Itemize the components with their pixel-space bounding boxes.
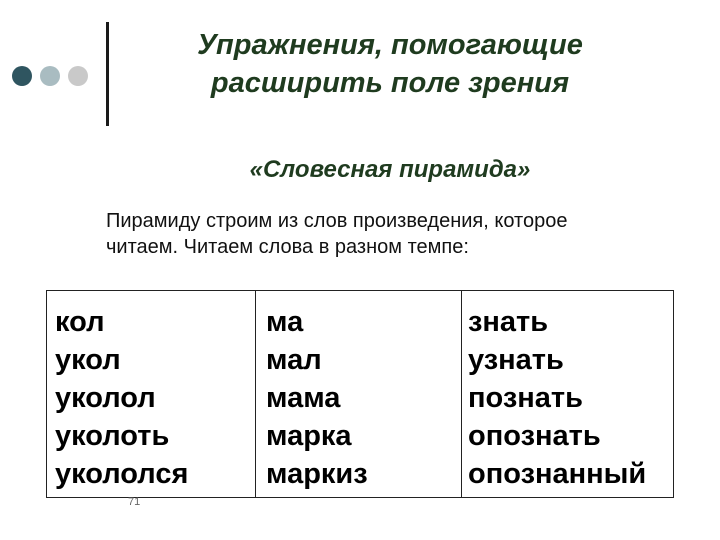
decorative-dots bbox=[12, 66, 88, 86]
word-cell: кол bbox=[55, 306, 105, 338]
blue-dot-icon bbox=[40, 66, 60, 86]
dark-dot-icon bbox=[12, 66, 32, 86]
word-cell: узнать bbox=[468, 344, 564, 376]
word-cell: знать bbox=[468, 306, 549, 338]
instruction-line-1: Пирамиду строим из слов произведения, которое bbox=[106, 210, 568, 232]
word-cell: опознать bbox=[468, 420, 601, 452]
word-cell: уколол bbox=[55, 382, 156, 414]
title-line-1: Упражнения, помогающие bbox=[197, 29, 583, 61]
gray-dot-icon bbox=[68, 66, 88, 86]
page-number: 71 bbox=[128, 496, 141, 508]
instruction-paragraph bbox=[106, 208, 686, 260]
word-column-1 bbox=[47, 291, 256, 497]
word-cell: мал bbox=[266, 344, 322, 376]
word-cell: опознанный bbox=[468, 458, 647, 490]
word-cell: укол bbox=[55, 344, 121, 376]
exercise-subtitle: «Словесная пирамида» bbox=[249, 156, 531, 183]
title-line-2: расширить поле зрения bbox=[210, 67, 570, 99]
title-divider bbox=[106, 22, 109, 126]
word-cell: марка bbox=[266, 420, 352, 452]
slide-title bbox=[150, 26, 630, 102]
word-cell: уколоть bbox=[55, 420, 170, 452]
word-column-2 bbox=[256, 291, 462, 497]
word-cell: ма bbox=[266, 306, 304, 338]
word-cell: познать bbox=[468, 382, 583, 414]
instruction-line-2: читаем. Читаем слова в разном темпе: bbox=[106, 236, 469, 258]
word-pyramid-table bbox=[46, 290, 674, 498]
word-column-3 bbox=[462, 291, 673, 497]
word-cell: маркиз bbox=[266, 458, 368, 490]
word-cell: укололся bbox=[55, 458, 189, 490]
word-cell: мама bbox=[266, 382, 341, 414]
